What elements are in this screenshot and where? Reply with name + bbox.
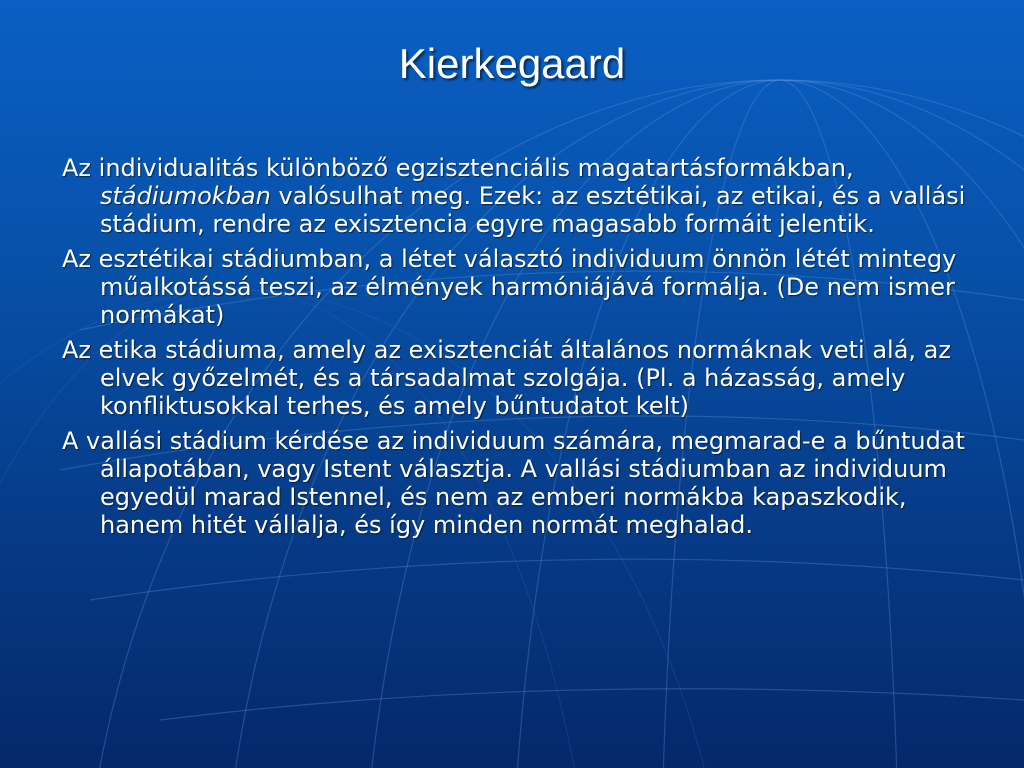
paragraph-religious: A vallási stádium kérdése az individuum számára, megmarad-e a bűntudat állapotában, vagy Istent választja. A vallási stádiumban az individuum egyedül marad Istennel, és nem az emberi normákba kapaszkodik, hanem hitét vállalja, és így minden normát meghalad. bbox=[62, 427, 965, 539]
bullet-list bbox=[62, 154, 967, 546]
paragraph-ethical: Az etika stádiuma, amely az exisztenciát általános normáknak veti alá, az elvek győzelmét, és a társadalmat szolgája. (Pl. a házasság, amely konfliktusokkal terhes, és amely bűntudatot kelt) bbox=[62, 336, 951, 420]
paragraph-italic-term: stádiumokban bbox=[100, 182, 271, 210]
paragraph-text: Az individualitás különböző egzisztenciális magatartásformákban, bbox=[62, 154, 854, 182]
slide-title: Kierkegaard bbox=[398, 40, 626, 87]
paragraph-text-continued: valósulhat meg. Ezek: az esztétikai, az etikai, és a vallási stádium, rendre az exisztencia egyre magasabb formáit jelentik. bbox=[100, 182, 966, 238]
paragraph-stages bbox=[62, 154, 967, 238]
paragraph-aesthetic: Az esztétikai stádiumban, a létet választó individuum önnön létét mintegy műalkotássá teszi, az élmények harmóniájává formálja. (De nem ismer normákat) bbox=[62, 245, 957, 329]
